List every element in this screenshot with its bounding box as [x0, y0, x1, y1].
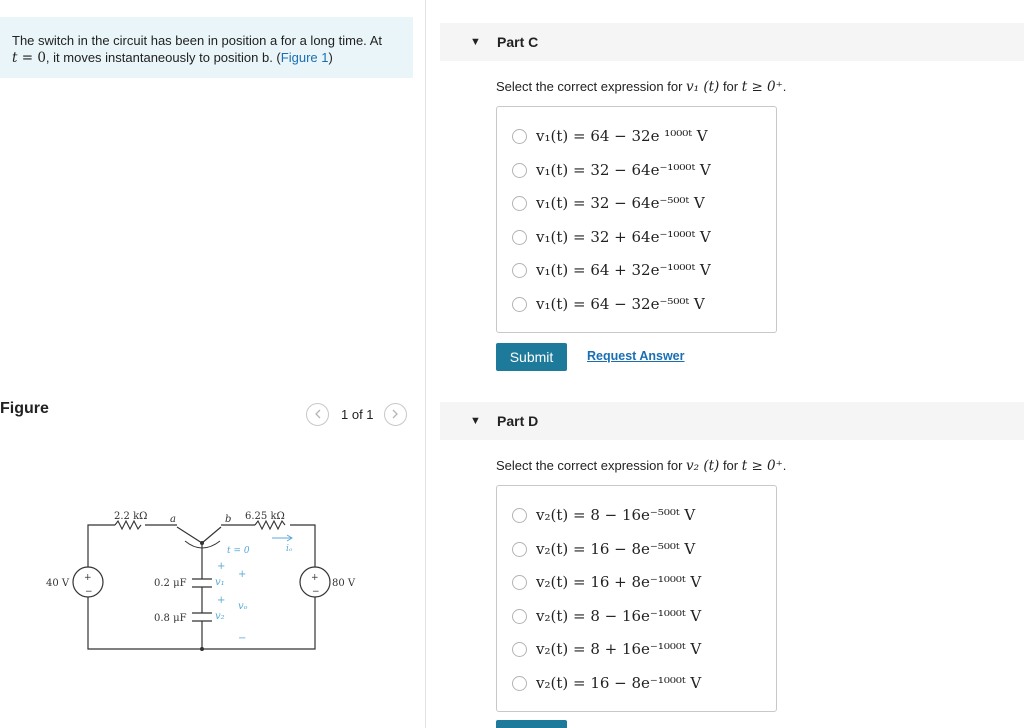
part-c-option[interactable]	[497, 291, 776, 317]
problem-text-1: The switch in the circuit has been in position a for a long time. At	[12, 33, 382, 48]
figure-link[interactable]: Figure 1	[280, 50, 329, 65]
current-arrow	[272, 535, 292, 541]
submit-button[interactable]: Submit	[496, 343, 567, 371]
problem-math-eq: = 0	[17, 50, 46, 66]
problem-text-2: , it moves instantaneously to position b. (	[45, 50, 281, 65]
problem-statement	[0, 17, 413, 78]
part-c-question-var: v₁ (t)	[686, 79, 720, 95]
problem-text-3: )	[328, 50, 333, 65]
capacitor-c2	[192, 613, 212, 621]
circuit-diagram	[40, 505, 370, 655]
part-d-question-var: v₂ (t)	[686, 458, 720, 474]
part-c-option[interactable]	[497, 123, 776, 149]
part-c-title: Part C	[497, 34, 539, 50]
option-label: v₂(t) = 8 − 16e⁻⁵⁰⁰ᵗ V	[536, 506, 696, 524]
part-d-option[interactable]	[497, 603, 776, 629]
label-80v: 80 V	[332, 578, 356, 589]
plus-40v: +	[84, 573, 92, 583]
label-io: iₒ	[286, 544, 293, 554]
option-label: v₂(t) = 8 − 16e⁻¹⁰⁰⁰ᵗ V	[536, 607, 702, 625]
part-d-submit-button-partial[interactable]	[496, 720, 567, 728]
part-d-question-mid: for	[719, 458, 742, 473]
label-v1: v₁	[215, 577, 225, 588]
part-d-title: Part D	[497, 413, 539, 429]
resistor-r2	[255, 521, 285, 529]
plus-80v: +	[311, 573, 319, 583]
part-d-question-end: .	[782, 458, 787, 473]
request-answer-link[interactable]: Request Answer	[587, 349, 685, 363]
radio-button[interactable]	[512, 575, 527, 590]
radio-button[interactable]	[512, 542, 527, 557]
label-b: b	[225, 514, 232, 525]
plus-v2: +	[217, 595, 226, 606]
collapse-arrow-icon: ▼	[470, 415, 481, 427]
option-label: v₁(t) = 64 + 32e⁻¹⁰⁰⁰ᵗ V	[536, 261, 711, 279]
label-switch-time: t = 0	[227, 546, 250, 556]
option-label: v₂(t) = 8 + 16e⁻¹⁰⁰⁰ᵗ V	[536, 640, 702, 658]
option-label: v₁(t) = 64 − 32e⁻⁵⁰⁰ᵗ V	[536, 295, 705, 313]
label-r2: 6.25 kΩ	[245, 511, 285, 522]
plus-vo: +	[238, 569, 247, 580]
radio-button[interactable]	[512, 163, 527, 178]
capacitor-c1	[192, 579, 212, 587]
left-pane	[0, 0, 426, 728]
chevron-left-icon	[314, 409, 322, 419]
switch-pivot	[200, 541, 204, 545]
part-d-option[interactable]	[497, 502, 776, 528]
plus-v1: +	[217, 561, 226, 572]
part-d-options	[496, 485, 777, 712]
part-c-option[interactable]	[497, 190, 776, 216]
pager-label: 1 of 1	[341, 406, 374, 422]
part-d-option[interactable]	[497, 636, 776, 662]
option-label: v₁(t) = 32 − 64e⁻¹⁰⁰⁰ᵗ V	[536, 161, 711, 179]
radio-button[interactable]	[512, 609, 527, 624]
option-label: v₂(t) = 16 − 8e⁻¹⁰⁰⁰ᵗ V	[536, 674, 702, 692]
resistor-r1	[115, 521, 141, 529]
part-c-option[interactable]	[497, 157, 776, 183]
part-c-option[interactable]	[497, 224, 776, 250]
chevron-right-icon	[391, 409, 399, 419]
option-label: v₁(t) = 32 + 64e⁻¹⁰⁰⁰ᵗ V	[536, 228, 711, 246]
radio-button[interactable]	[512, 508, 527, 523]
option-label: v₂(t) = 16 − 8e⁻⁵⁰⁰ᵗ V	[536, 540, 696, 558]
part-c-question-mid: for	[719, 79, 742, 94]
label-vo: vₒ	[238, 601, 248, 612]
part-d-question-prefix: Select the correct expression for	[496, 458, 687, 473]
part-d-question	[496, 458, 786, 474]
minus-80v: −	[312, 587, 320, 597]
problem-math-t: t	[12, 50, 18, 66]
label-r1: 2.2 kΩ	[114, 511, 148, 522]
part-c-option[interactable]	[497, 257, 776, 283]
next-figure-button[interactable]	[384, 403, 407, 426]
part-d-header[interactable]	[440, 402, 1024, 440]
radio-button[interactable]	[512, 230, 527, 245]
option-label: v₁(t) = 64 − 32e ¹⁰⁰⁰ᵗ V	[536, 127, 708, 145]
prev-figure-button[interactable]	[306, 403, 329, 426]
minus-40v: −	[85, 587, 93, 597]
radio-button[interactable]	[512, 297, 527, 312]
minus-vo: −	[238, 633, 247, 644]
part-d-option[interactable]	[497, 536, 776, 562]
node-dot	[200, 647, 204, 651]
part-d-question-cond: t ≥ 0⁺	[741, 458, 783, 474]
part-c-question-end: .	[782, 79, 787, 94]
label-c1: 0.2 μF	[154, 578, 187, 589]
part-d-option[interactable]	[497, 569, 776, 595]
label-40v: 40 V	[46, 578, 70, 589]
radio-button[interactable]	[512, 642, 527, 657]
radio-button[interactable]	[512, 196, 527, 211]
label-v2: v₂	[215, 611, 225, 622]
part-c-header[interactable]	[440, 23, 1024, 61]
radio-button[interactable]	[512, 263, 527, 278]
radio-button[interactable]	[512, 129, 527, 144]
label-a: a	[170, 514, 176, 525]
radio-button[interactable]	[512, 676, 527, 691]
part-c-question-cond: t ≥ 0⁺	[741, 79, 783, 95]
part-c-options	[496, 106, 777, 333]
figure-title: Figure	[0, 400, 49, 417]
part-c-question	[496, 79, 786, 95]
part-d-option[interactable]	[497, 670, 776, 696]
part-c-question-prefix: Select the correct expression for	[496, 79, 687, 94]
option-label: v₂(t) = 16 + 8e⁻¹⁰⁰⁰ᵗ V	[536, 573, 702, 591]
collapse-arrow-icon: ▼	[470, 36, 481, 48]
option-label: v₁(t) = 32 − 64e⁻⁵⁰⁰ᵗ V	[536, 194, 705, 212]
figure-pager	[306, 402, 407, 426]
label-c2: 0.8 μF	[154, 613, 187, 624]
